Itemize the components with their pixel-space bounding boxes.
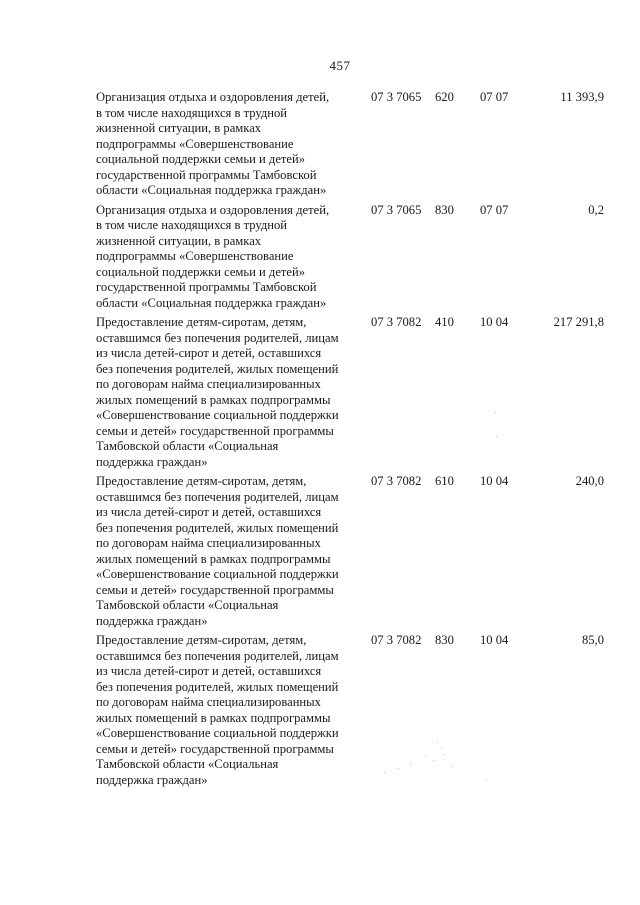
row-target-code: 07 3 7082 xyxy=(371,633,422,647)
row-description: Организация отдыха и оздоровления детей, в том числе находящихся в трудной жизненной ситуации, в рамках подпрограммы «Совершенствование социальной поддержки семьи и детей» государственной программы Тамбовской области «Социальная поддержка граждан» xyxy=(96,202,330,310)
row-amount: 217 291,8 xyxy=(553,315,604,329)
row-description: Предоставление детям-сиротам, детям, оставшимся без попечения родителей, лицам из числа детей-сирот и детей, оставшихся без попечения родителей, жилых помещений по договорам найма специализированных жилых помещений в рамках подпрограммы «Совершенствование социальной поддержки семьи и детей» государственной программы Тамбовской области «Социальная поддержка граждан» xyxy=(96,633,339,787)
row-description: Предоставление детям-сиротам, детям, оставшимся без попечения родителей, лицам из числа детей-сирот и детей, оставшихся без попечения родителей, жилых помещений по договорам найма специализированных жилых помещений в рамках подпрограммы «Совершенствование социальной поддержки семьи и детей» государственной программы Тамбовской области «Социальная поддержка граждан» xyxy=(96,315,339,469)
table-row xyxy=(96,633,608,788)
row-amount: 0,2 xyxy=(588,202,604,217)
row-expense-type: 610 xyxy=(435,474,454,488)
table-row xyxy=(96,474,608,629)
table-row xyxy=(96,203,608,312)
row-target-code: 07 3 7082 xyxy=(371,315,422,329)
row-amount: 240,0 xyxy=(575,474,604,488)
row-target-code: 07 3 7082 xyxy=(371,474,422,488)
row-description: Организация отдыха и оздоровления детей, в том числе находящихся в трудной жизненной ситуации, в рамках подпрограммы «Совершенствование социальной поддержки семьи и детей» государственной программы Тамбовской области «Социальная поддержка граждан» xyxy=(96,90,330,197)
page-number: 457 xyxy=(329,58,351,73)
row-expense-type: 620 xyxy=(435,90,454,104)
table-row xyxy=(96,90,608,199)
budget-table xyxy=(96,90,608,792)
row-expense-type: 830 xyxy=(435,202,454,217)
row-amount: 11 393,9 xyxy=(560,90,604,104)
row-section: 07 07 xyxy=(480,202,509,217)
row-description: Предоставление детям-сиротам, детям, оставшимся без попечения родителей, лицам из числа детей-сирот и детей, оставшихся без попечения родителей, жилых помещений по договорам найма специализированных жилых помещений в рамках подпрограммы «Совершенствование социальной поддержки семьи и детей» государственной программы Тамбовской области «Социальная поддержка граждан» xyxy=(96,474,339,628)
row-section: 10 04 xyxy=(480,315,509,329)
row-section: 10 04 xyxy=(480,633,509,647)
row-section: 10 04 xyxy=(480,474,509,488)
row-expense-type: 410 xyxy=(435,315,454,329)
row-expense-type: 830 xyxy=(435,633,454,647)
row-amount: 85,0 xyxy=(581,633,604,647)
row-target-code: 07 3 7065 xyxy=(371,90,422,104)
row-section: 07 07 xyxy=(480,90,509,104)
table-row xyxy=(96,315,608,470)
row-target-code: 07 3 7065 xyxy=(371,202,422,217)
